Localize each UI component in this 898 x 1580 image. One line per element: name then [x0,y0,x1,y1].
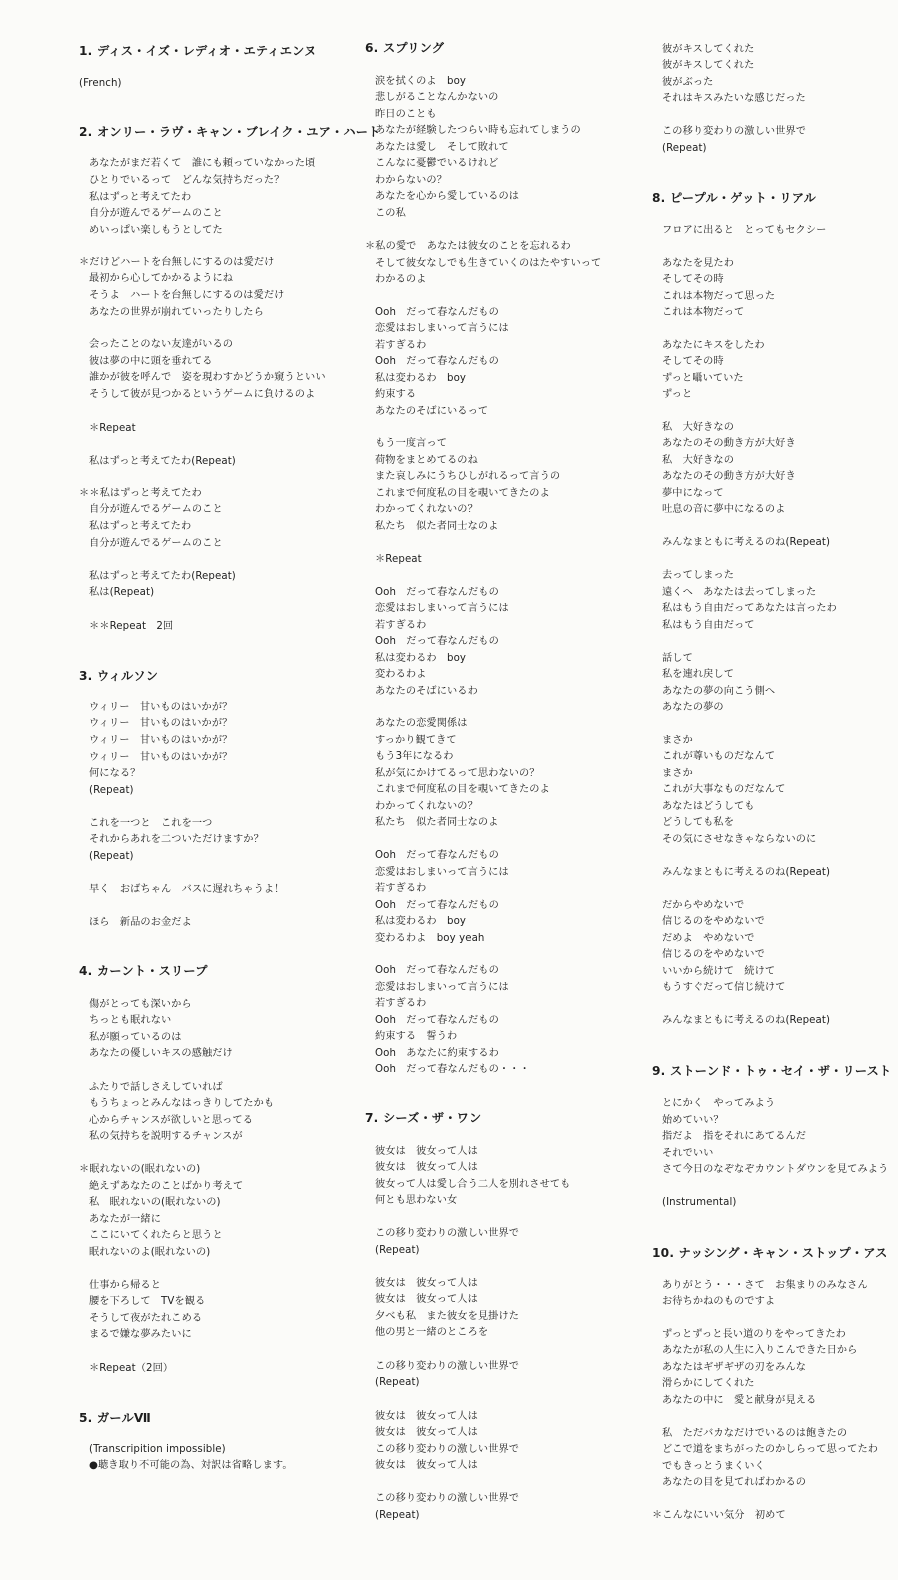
lyric-line: その気にさせなきゃならないのに [662,834,817,845]
lyric-line: それはキスみたいな感じだった [662,93,806,104]
lyric-line: これは本物だって思った [662,291,776,302]
lyric-line: 仕事から帰ると [89,1280,162,1291]
lyric-line: 遠くへ あなたは去ってしまった [662,587,817,598]
lyric-line: 私はずっと考えてたわ(Repeat) [89,571,236,582]
lyric-line: これが尊いものだなんて [662,751,776,762]
lyric-line: そうして彼が見つかるというゲームに負けるのよ [89,389,316,400]
lyric-line: 私の気持ちを説明するチャンスが [89,1131,243,1142]
lyric-line: あなたを心から愛しているのは [375,191,520,202]
lyric-line: まさか [662,735,693,746]
lyric-line: 話して [662,653,693,664]
lyric-line: どうしても私を [662,817,735,828]
lyric-line: ＊こんなにいい気分 初めて [652,1510,786,1521]
lyric-line: (French) [79,78,122,89]
lyric-line: 絶えずあなたのことばかり考えて [89,1181,244,1192]
song-title: 7. シーズ・ザ・ワン [365,1111,482,1125]
lyric-line: 私 大好きなの [662,455,735,466]
lyric-line: どこで道をまちがったのかしらって思ってたわ [662,1444,879,1455]
lyric-line: 約束する 誓うわ [375,1031,458,1042]
lyric-line: あなたが一緒に [89,1214,162,1225]
lyric-line: (Transcripition impossible) [89,1444,226,1455]
lyric-line: Ooh だって春なんだもの [375,850,499,861]
lyric-line: ＊眠れないの(眠れないの) [79,1164,201,1175]
lyric-line: Ooh だって春なんだもの [375,307,499,318]
lyric-line: 彼は夢の中に頭を垂れてる [89,356,213,367]
lyric-line: こんなに憂鬱でいるけれど [375,158,499,169]
lyric-line: 彼女って人は愛し合う二人を別れさせても [375,1179,571,1190]
lyric-line: 彼女は 彼女って人は [375,1278,478,1289]
lyric-line: 私は変わるわ boy [375,916,467,927]
lyric-line: この移り変わりの激しい世界で [375,1493,520,1504]
lyric-line: さて今日のなぞなぞカウントダウンを見てみよう [662,1164,889,1175]
song-title: 10. ナッシング・キャン・ストップ・アス [652,1246,888,1260]
lyric-line: これを一つと これを一つ [89,818,213,829]
lyric-line: 何になる？ [89,768,141,779]
lyric-line: 自分が遊んでるゲームのこと [89,504,223,515]
lyric-line: 私 ただバカなだけでいるのは飽きたの [662,1428,848,1439]
lyric-line: 若すぎるわ [375,883,427,894]
lyric-line: Ooh だって春なんだもの [375,965,499,976]
lyric-line: 私が願っているのは [89,1032,182,1043]
lyric-line: 私たち 似た者同士なのよ [375,817,499,828]
lyric-line: だからやめないで [662,900,745,911]
lyric-line: フロアに出ると とってもセクシー [662,225,827,236]
lyric-line: わかってくれないの？ [375,504,478,515]
lyric-line: あなたはどうしても [662,801,755,812]
lyric-line: とにかく やってみよう [662,1098,776,1109]
lyric-line: 去ってしまった [662,570,735,581]
lyric-line: ＊Repeat [375,554,422,565]
lyric-line: あなたはギザギザの刃をみんな [662,1362,807,1373]
lyric-line: あなたの世界が崩れていったりしたら [89,307,264,318]
lyric-line: あなたのその動き方が大好き [662,438,796,449]
lyric-line: あなたの夢の向こう側へ [662,686,776,697]
lyric-line: (Repeat) [662,143,707,154]
lyric-line: 恋愛はおしまいって言うには [375,867,509,878]
lyric-line: もう3年になるわ [375,751,454,762]
lyric-line: 彼女は 彼女って人は [375,1460,478,1471]
lyric-line: 悲しがることなんかないの [375,92,499,103]
lyric-line: この移り変わりの激しい世界で [375,1444,520,1455]
song-title: 1. ディス・イズ・レディオ・エティエンヌ [79,44,317,58]
lyric-line: 私は(Repeat) [89,587,155,598]
lyric-line: あなたの優しいキスの感触だけ [89,1048,233,1059]
lyric-line: もう一度言って [375,438,448,449]
lyric-line: もうすぐだって信じ続けて [662,982,786,993]
lyric-line: 最初から心してかかるようにね [89,273,234,284]
lyric-line: 若すぎるわ [375,340,427,351]
lyric-line: みんなまともに考えるのね(Repeat) [662,537,831,548]
lyric-line: 約束する [375,389,417,400]
lyric-line: もうちょっとみんなはっきりしてたかも [89,1098,275,1109]
lyric-line: あなたが私の人生に入りこんできた日から [662,1345,858,1356]
lyric-line: 私 大好きなの [662,422,735,433]
lyric-line: これが大事なものだなんて [662,784,786,795]
lyric-line: 変わるわよ [375,669,427,680]
lyric-line: お待ちかねのものですよ [662,1296,776,1307]
lyric-line: めいっぱい楽しもうとしてた [89,225,223,236]
lyric-line: この私 [375,208,406,219]
lyric-line: 早く おばちゃん バスに遅れちゃうよ！ [89,884,285,895]
lyric-line: 夢中になって [662,488,724,499]
lyric-line: 自分が遊んでるゲームのこと [89,538,223,549]
lyric-line: Ooh だって春なんだもの [375,356,499,367]
lyric-line: ＊＊私はずっと考えてたわ [79,488,202,499]
lyric-line: 彼がぶった [662,77,714,88]
lyric-line: いいから続けて 続けて [662,966,776,977]
lyric-line: ウィリー 甘いものはいかが？ [89,718,233,729]
lyric-line: (Repeat) [375,1510,420,1521]
lyric-line: この移り変わりの激しい世界で [662,126,807,137]
lyric-line: 信じるのをやめないで [662,949,765,960]
song-title: 8. ピープル・ゲット・リアル [652,191,817,205]
lyric-line: ウィリー 甘いものはいかが？ [89,702,233,713]
lyric-line: Ooh あなたに約束するわ [375,1048,499,1059]
lyric-line: Ooh だって春なんだもの [375,587,499,598]
lyric-line: 昨日のことも [375,109,437,120]
lyric-line: (Repeat) [89,851,134,862]
lyric-line: これは本物だって [662,307,745,318]
lyric-line: わかってくれないの？ [375,801,478,812]
lyric-line: ＊Repeat（2回） [89,1363,174,1374]
lyric-line: ●聴き取り不可能の為、対訳は省略します。 [89,1460,293,1471]
song-title: 4. カーント・スリープ [79,964,208,978]
lyric-line: 夕べも私 また彼女を見掛けた [375,1311,520,1322]
lyric-line: 若すぎるわ [375,998,427,1009]
lyric-line: 彼女は 彼女って人は [375,1294,478,1305]
lyric-line: みんなまともに考えるのね(Repeat) [662,1015,831,1026]
lyric-line: Ooh だって春なんだもの [375,636,499,647]
lyric-line: 私は変わるわ boy [375,653,467,664]
lyric-line: 彼女は 彼女って人は [375,1427,478,1438]
lyric-line: 彼女は 彼女って人は [375,1146,478,1157]
lyric-line: そしてその時 [662,356,724,367]
lyric-line: (Instrumental) [662,1197,737,1208]
lyric-line: あなたの夢の [662,702,724,713]
lyric-line: 眠れないのよ(眠れないの) [89,1247,211,1258]
lyric-line: 傷がとっても深いから [89,999,192,1010]
lyric-line: 心からチャンスが欲しいと思ってる [89,1115,253,1126]
lyric-line: 私はもう自由だってあなたは言ったわ [662,603,837,614]
lyric-line: Ooh だって春なんだもの [375,900,499,911]
lyric-line: (Repeat) [89,785,134,796]
lyric-line: それでいい [662,1148,714,1159]
lyric-line: みんなまともに考えるのね(Repeat) [662,867,831,878]
lyric-line: それからあれを二ついただけますか？ [89,834,264,845]
lyric-line: 荷物をまとめてるのね [375,455,478,466]
lyric-line: そうして夜がたれこめる [89,1313,203,1324]
lyric-line: ＊＊Repeat 2回 [89,621,174,632]
lyric-line: 滑らかにしてくれた [662,1378,755,1389]
lyric-line: あなたの目を見てればわかるの [662,1477,807,1488]
lyric-line: ひとりでいるって どんな気持ちだった？ [89,175,285,186]
lyric-line: ありがとう・・・さて お集まりのみなさん [662,1280,868,1291]
lyric-line: ＊私の愛で あなたは彼女のことを忘れるわ [365,241,571,252]
lyric-line: ちっとも眠れない [89,1015,172,1026]
lyric-line: すっかり観てきて [375,735,457,746]
lyric-line: 吐息の音に夢中になるのよ [662,504,786,515]
lyric-line: ここにいてくれたらと思うと [89,1230,223,1241]
lyric-line: この移り変わりの激しい世界で [375,1361,520,1372]
lyric-line: ふたりで話しさえしていれば [89,1082,223,1093]
lyric-line: 自分が遊んでるゲームのこと [89,208,223,219]
lyric-line: 会ったことのない友達がいるの [89,339,234,350]
lyric-line: Ooh だって春なんだもの [375,1015,499,1026]
lyric-line: 始めていい？ [662,1115,724,1126]
lyric-line: 私はずっと考えてたわ [89,521,192,532]
lyric-line: ウィリー 甘いものはいかが？ [89,752,233,763]
lyric-line: 私はずっと考えてたわ(Repeat) [89,456,236,467]
lyric-line: あなたのその動き方が大好き [662,471,796,482]
lyric-line: だめよ やめないで [662,933,755,944]
lyric-line: あなたのそばにいるって [375,406,489,417]
lyric-line: あなたの恋愛関係は [375,718,468,729]
lyric-line: あなたの中に 愛と献身が見える [662,1395,817,1406]
lyric-line: 若すぎるわ [375,620,427,631]
lyric-line: 信じるのをやめないで [662,916,765,927]
lyric-line: 彼がキスしてくれた [662,60,755,71]
lyric-line: でもきっとうまくいく [662,1461,765,1472]
lyric-line: あなたを見たわ [662,258,735,269]
song-title: 9. ストーンド・トゥ・セイ・ザ・リースト [652,1064,892,1078]
lyric-line: ずっと囁いていた [662,373,744,384]
lyric-line: 私が気にかけてるって思わないの？ [375,768,540,779]
lyric-line: ウィリー 甘いものはいかが？ [89,735,233,746]
lyric-line: 彼女は 彼女って人は [375,1162,478,1173]
lyric-line: そして彼女なしでも生きていくのはたやすいって [375,258,602,269]
lyric-line: この移り変わりの激しい世界で [375,1228,520,1239]
lyric-line: あなたは愛し そして敗れて [375,142,509,153]
lyric-line: 恋愛はおしまいって言うには [375,323,509,334]
lyric-line: (Repeat) [375,1245,420,1256]
lyric-line: 私は変わるわ boy [375,373,467,384]
lyric-line: あなたがまだ若くて 誰にも頼っていなかった頃 [89,158,316,169]
lyric-line: あなたが経験したつらい時も忘れてしまうの [375,125,581,136]
lyric-line: 指だよ 指をそれにあてるんだ [662,1131,807,1142]
lyric-line: まるで嫌な夢みたいに [89,1329,192,1340]
lyric-line: ずっと [662,389,693,400]
lyric-line: Ooh だって春なんだもの・・・ [375,1064,530,1075]
lyric-line: ＊だけどハートを台無しにするのは愛だけ [79,257,275,268]
lyric-line: 涙を拭くのよ boy [375,76,467,87]
lyric-line: わかるのよ [375,274,427,285]
lyric-line: ずっとずっと長い道のりをやってきたわ [662,1329,846,1340]
lyric-line: 私を連れ戻して [662,669,735,680]
lyric-line: 変わるわよ boy yeah [375,933,485,944]
lyric-line: 私 眠れないの(眠れないの) [89,1197,221,1208]
lyric-line: あなたにキスをしたわ [662,340,765,351]
lyric-line: あなたのそばにいるわ [375,686,478,697]
lyric-line: 彼がキスしてくれた [662,44,755,55]
lyric-line: 恋愛はおしまいって言うには [375,603,509,614]
song-title: 5. ガールⅦ [79,1411,151,1425]
lyric-line: これまで何度私の目を覗いてきたのよ [375,784,550,795]
lyric-line: また哀しみにうちひしがれるって言うの [375,471,561,482]
lyric-line: わからないの？ [375,175,448,186]
song-title: 3. ウィルソン [79,669,159,683]
song-title: 2. オンリー・ラヴ・キャン・ブレイク・ユア・ハート [79,125,381,139]
lyric-line: そうよ ハートを台無しにするのは愛だけ [89,290,285,301]
lyric-line: 彼女は 彼女って人は [375,1411,478,1422]
lyric-line: 何とも思わない女 [375,1195,458,1206]
lyric-line: 腰を下ろして TVを観る [89,1296,206,1307]
lyric-line: 誰かが彼を呼んで 姿を現わすかどうか窺うといい [89,372,326,383]
lyric-line: ＊Repeat [89,423,136,434]
lyric-line: これまで何度私の目を覗いてきたのよ [375,488,550,499]
lyric-line: 恋愛はおしまいって言うには [375,982,509,993]
lyric-line: まさか [662,768,693,779]
lyric-line: 私はずっと考えてたわ [89,192,192,203]
song-title: 6. スプリング [365,41,445,55]
lyric-line: そしてその時 [662,274,724,285]
lyric-line: 私たち 似た者同士なのよ [375,521,499,532]
lyric-line: 他の男と一緒のところを [375,1327,489,1338]
lyric-line: ほら 新品のお金だよ [89,917,192,928]
lyric-line: 私はもう自由だって [662,620,755,631]
lyric-line: (Repeat) [375,1377,420,1388]
